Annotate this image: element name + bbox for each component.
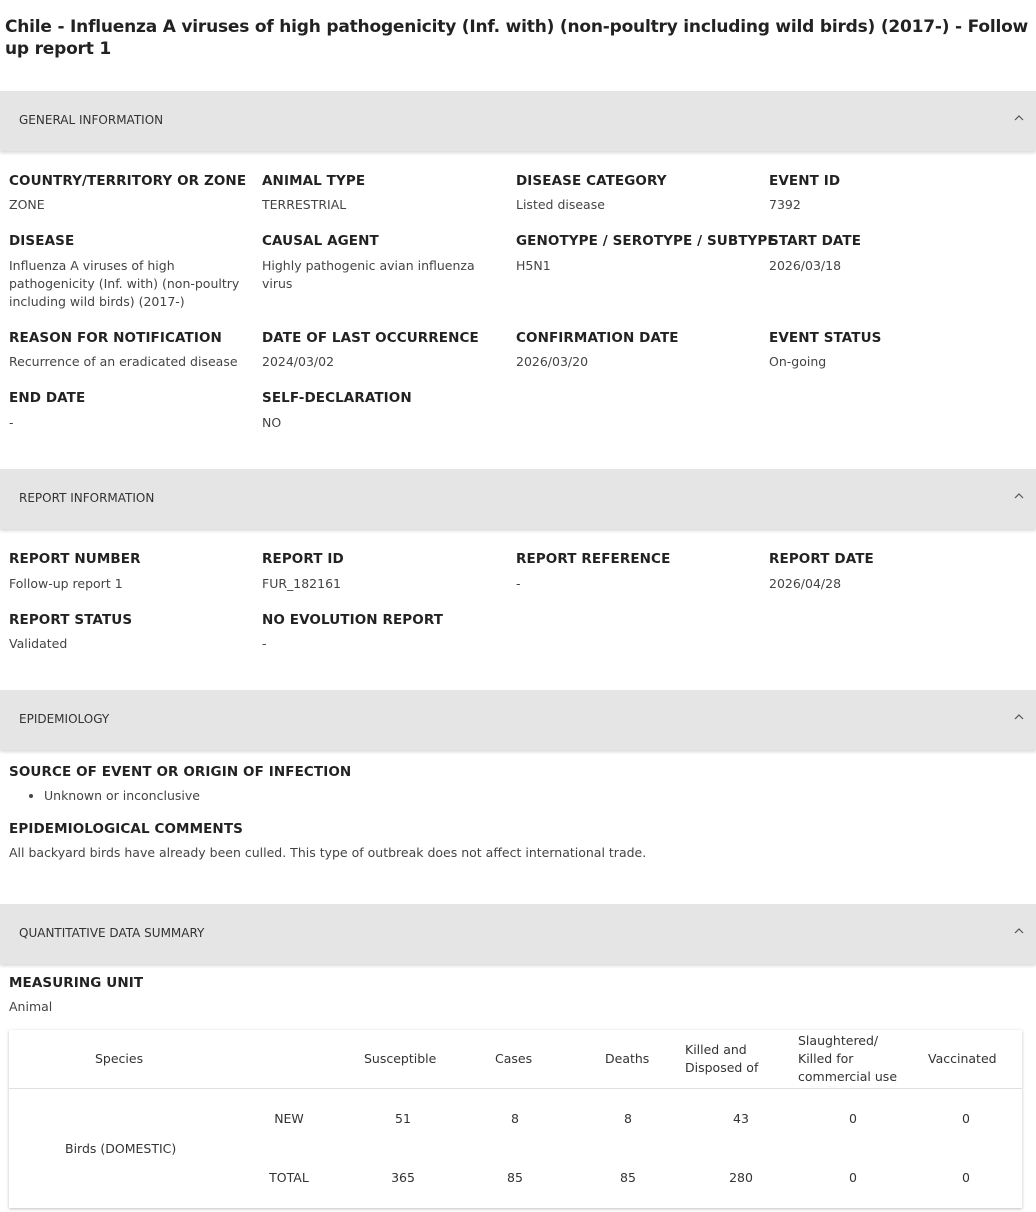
susceptible-cell: 365 [391, 1170, 415, 1185]
source-list [26, 788, 200, 803]
event-status-value: On-going [769, 354, 827, 369]
chevron-up-icon[interactable] [1012, 924, 1026, 938]
confirmation-date-label: CONFIRMATION DATE [516, 330, 679, 346]
killed-cell: 43 [733, 1111, 749, 1126]
reason-value: Recurrence of an eradicated disease [9, 354, 238, 369]
chevron-up-icon[interactable] [1012, 710, 1026, 724]
start-date-value: 2026/03/18 [769, 258, 842, 273]
col-susceptible: Susceptible [364, 1051, 437, 1066]
end-date-label: END DATE [9, 390, 86, 406]
cases-cell: 8 [511, 1111, 519, 1126]
event-status-label: EVENT STATUS [769, 330, 882, 346]
measuring-unit-label: MEASURING UNIT [9, 975, 144, 991]
section-title: QUANTITATIVE DATA SUMMARY [19, 926, 205, 940]
event-id-label: EVENT ID [769, 173, 841, 189]
measuring-unit-value: Animal [9, 999, 53, 1014]
col-deaths: Deaths [605, 1051, 650, 1066]
disease-category-value: Listed disease [516, 197, 605, 212]
causal-agent-label: CAUSAL AGENT [262, 233, 379, 249]
col-killed-disposed: Killed and Disposed of [685, 1042, 759, 1075]
row-type-cell: NEW [274, 1111, 304, 1126]
report-number-label: REPORT NUMBER [9, 551, 141, 567]
section-header-quantitative-data-summary[interactable] [0, 904, 1036, 964]
report-number-value: Follow-up report 1 [9, 576, 123, 591]
killed-cell: 280 [729, 1170, 753, 1185]
quantitative-data-table [9, 1030, 1022, 1208]
section-title: EPIDEMIOLOGY [19, 712, 110, 726]
vaccinated-cell: 0 [962, 1170, 970, 1185]
section-header-report-information[interactable] [0, 469, 1036, 529]
report-date-label: REPORT DATE [769, 551, 874, 567]
list-item: • Unknown or inconclusive [44, 788, 200, 803]
section-header-epidemiology[interactable] [0, 690, 1036, 750]
report-reference-label: REPORT REFERENCE [516, 551, 671, 567]
animal-type-value: TERRESTRIAL [262, 197, 347, 212]
disease-category-label: DISEASE CATEGORY [516, 173, 667, 189]
col-cases: Cases [495, 1051, 533, 1066]
cases-cell: 85 [507, 1170, 523, 1185]
event-id-value: 7392 [769, 197, 801, 212]
report-status-value: Validated [9, 636, 68, 651]
no-evolution-value: - [262, 636, 267, 651]
vaccinated-cell: 0 [962, 1111, 970, 1126]
end-date-value: - [9, 415, 14, 430]
section-title: REPORT INFORMATION [19, 491, 155, 505]
self-declaration-value: NO [262, 415, 282, 430]
self-declaration-label: SELF-DECLARATION [262, 390, 412, 406]
country-value: ZONE [9, 197, 45, 212]
last-occurrence-label: DATE OF LAST OCCURRENCE [262, 330, 479, 346]
page-title: Chile - Influenza A viruses of high pathogenicity (Inf. with) (non-poultry including wild birds) (2017-) - Follow up report 1 [5, 17, 1029, 59]
col-slaughtered: Slaughtered/ Killed for commercial use [798, 1033, 898, 1084]
col-species: Species [95, 1051, 144, 1066]
slaughtered-cell: 0 [849, 1170, 857, 1185]
report-date-value: 2026/04/28 [769, 576, 842, 591]
no-evolution-label: NO EVOLUTION REPORT [262, 612, 444, 628]
chevron-up-icon[interactable] [1012, 111, 1026, 125]
slaughtered-cell: 0 [849, 1111, 857, 1126]
susceptible-cell: 51 [395, 1111, 411, 1126]
genotype-value: H5N1 [516, 258, 551, 273]
report-status-label: REPORT STATUS [9, 612, 133, 628]
last-occurrence-value: 2024/03/02 [262, 354, 335, 369]
col-vaccinated: Vaccinated [928, 1051, 997, 1066]
animal-type-label: ANIMAL TYPE [262, 173, 366, 189]
section-title: GENERAL INFORMATION [19, 113, 164, 127]
source-label: SOURCE OF EVENT OR ORIGIN OF INFECTION [9, 764, 352, 780]
epi-comments-value: All backyard birds have already been culled. This type of outbreak does not affect international trade. [9, 845, 647, 860]
row-type-cell: TOTAL [269, 1170, 309, 1185]
species-name-cell: Birds (DOMESTIC) [65, 1141, 177, 1156]
start-date-label: START DATE [769, 233, 862, 249]
reason-label: REASON FOR NOTIFICATION [9, 330, 222, 346]
section-header-general-information[interactable] [0, 91, 1036, 151]
disease-label: DISEASE [9, 233, 75, 249]
confirmation-date-value: 2026/03/20 [516, 354, 589, 369]
disease-value: Influenza A viruses of high pathogenicity (Inf. with) (non-poultry including wild birds) (2017-) [9, 258, 240, 309]
epi-comments-label: EPIDEMIOLOGICAL COMMENTS [9, 821, 243, 837]
deaths-cell: 8 [624, 1111, 632, 1126]
report-id-value: FUR_182161 [262, 576, 341, 591]
deaths-cell: 85 [620, 1170, 636, 1185]
chevron-up-icon[interactable] [1012, 489, 1026, 503]
report-id-label: REPORT ID [262, 551, 344, 567]
country-label: COUNTRY/TERRITORY OR ZONE [9, 173, 247, 189]
causal-agent-value: Highly pathogenic avian influenza virus [262, 258, 475, 291]
genotype-label: GENOTYPE / SEROTYPE / SUBTYPE [516, 233, 777, 249]
report-reference-value: - [516, 576, 521, 591]
table-header-row [9, 1030, 1022, 1089]
